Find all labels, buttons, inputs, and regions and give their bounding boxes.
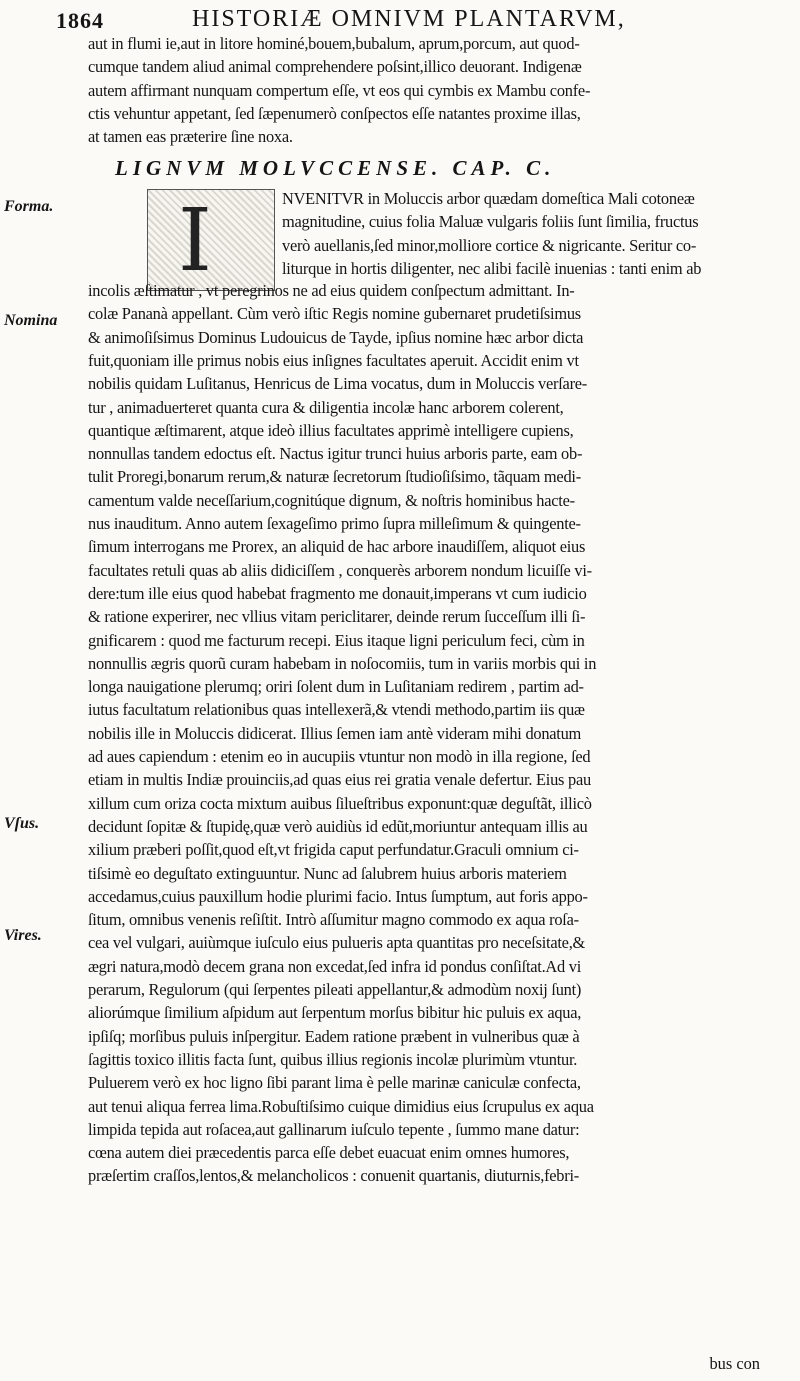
text-line: & animoſiſsimus Dominus Ludouicus de Tayde, ipſius nomine hæc arbor dicta xyxy=(88,327,584,347)
text-line: aut in flumi ie,aut in litore hominé,bouem,bubalum, aprum,porcum, aut quod- xyxy=(88,34,580,53)
text-line: gnificarem : quod me facturum recepi. Eius itaque ligni periculum feci, cùm in xyxy=(88,630,585,650)
text-line: magnitudine, cuius folia Maluæ vulgaris foliis ſunt ſimilia, fructus xyxy=(282,212,699,232)
text-line: xillum cum oriza cocta mixtum auibus ſilueſtribus exponunt:quæ deguſtãt, illicò xyxy=(88,793,592,813)
text-line: Puluerem verò ex hoc ligno ſibi parant lima è pelle marinæ caniculæ confecta, xyxy=(88,1073,581,1093)
text-line: liturque in hortis diligenter, nec alibi facilè inuenias : tanti enim ab xyxy=(282,258,702,278)
text-line: aliorúmque ſimilium aſpidum aut ſerpentum morſus bibitur hic puluis ex aqua, xyxy=(88,1003,582,1023)
running-header xyxy=(56,6,756,36)
margin-note-forma: Forma. xyxy=(4,198,54,215)
text-line: aut tenui aliqua ferrea lima.Robuſtiſsimo cuique dimidius eius ſcrupulus ex aqua xyxy=(88,1096,594,1116)
margin-note-vsus: Vſus. xyxy=(4,815,40,832)
text-line: ſimum interrogans me Prorex, an aliquid de hac arbore inaudiſſem, aliquot eius xyxy=(88,537,586,557)
text-line: ctis vehuntur appetant, ſed ſæpenumerò conſpectos eſſe natantes proxime illas, xyxy=(88,103,581,123)
text-line: & ratione experirer, nec vllius vitam periclitarer, deinde rerum ſucceſſum illi ſi- xyxy=(88,607,586,627)
text-line: facultates retuli quas ab aliis didiciſſem , conquerès arborem nondum licuiſſe vi- xyxy=(88,560,592,580)
margin-note-vires: Vires. xyxy=(4,927,42,944)
text-line: nus inauditum. Anno autem ſexageſimo primo ſupra milleſimum & quingente- xyxy=(88,514,581,533)
text-line: incolis æſtimatur , vt peregrinos ne ad eius quidem conſpectum admittant. In- xyxy=(88,281,575,300)
text-line: ipſiſq; morſibus puluis inſpergitur. Eadem ratione præbent in vulneribus quæ à xyxy=(88,1026,580,1046)
text-line: NVENITVR in Moluccis arbor quædam domeſtica Mali cotoneæ xyxy=(282,189,695,208)
text-line: decidunt ſopitæ & ſtupidę,quæ verò auidiùs id edũt,moriuntur antequam illis au xyxy=(88,816,588,836)
text-line: cea vel vulgari, auiùmque iuſculo eius pulueris apta quantitas pro neceſsitate,& xyxy=(88,933,586,953)
text-line: nonnullas tandem edoctus eſt. Nactus igitur trunci huius arboris parte, eam ob- xyxy=(88,444,583,464)
text-line: quantique æſtimarent, atque ideò illius facultates apprimè intelligere cupiens, xyxy=(88,420,574,440)
text-line: at tamen eas præterire ſine noxa. xyxy=(88,127,293,147)
running-title: HISTORIÆ OMNIVM PLANTARVM, xyxy=(192,6,626,32)
catchword: bus con xyxy=(709,1354,760,1373)
text-line: autem affirmant nunquam compertum eſſe, vt eos qui cymbis ex Mambu confe- xyxy=(88,80,591,100)
text-line: nonnullis ægris quorũ curam habebam in noſocomiis, tum in variis morbis qui in xyxy=(88,653,597,673)
text-line: præſertim craſſos,lentos,& melancholicos : conuenit quartanis, diuturnis,febri- xyxy=(88,1166,579,1186)
text-line: limpida tepida aut roſacea,aut gallinarum iuſculo tepente , ſummo mane datur: xyxy=(88,1119,580,1139)
text-line: etiam in multis Indiæ prouinciis,ad quas eius rei gratia venale defertur. Eius pau xyxy=(88,770,591,790)
text-line: fuit,quoniam ille primus nobis eius inſignes facultates aperuit. Accidit enim vt xyxy=(88,350,579,370)
text-line: colæ Pananà appellant. Cùm verò iſtic Regis nomine gubernaret prudetiſsimus xyxy=(88,304,581,324)
chapter-title: LIGNVM MOLVCCENSE. CAP. C. xyxy=(115,156,556,180)
text-line: tur , animaduerteret quanta cura & diligentia incolæ hanc arborem colerent, xyxy=(88,397,564,417)
initial-letter: I xyxy=(178,191,212,291)
text-line: iutus facultatum relationibus quas intellexerã,& vtendi methodo,partim iis quæ xyxy=(88,700,585,720)
decorated-initial xyxy=(147,189,275,291)
text-line: perarum, Regulorum (qui ſerpentes pileati appellantur,& admodùm noxij ſunt) xyxy=(88,980,582,999)
text-line: accedamus,cuius pauxillum hodie plurimi facio. Intus ſumptum, aut foris appo- xyxy=(88,886,588,906)
text-line: dere:tum ille eius quod habebat fragmento me donauit,imperans vt cum iudicio xyxy=(88,583,587,603)
margin-note-nomina: Nomina xyxy=(4,312,58,329)
text-line: camentum valde neceſſarium,cognitúque dignum, & noſtris hominibus hacte- xyxy=(88,490,575,510)
text-line: nobilis quidam Luſitanus, Henricus de Lima vocatus, dum in Moluccis verſare- xyxy=(88,374,588,394)
text-line: ægri natura,modò decem grana non excedat,ſed infra id pondus conſiſtat.Ad vi xyxy=(88,956,582,976)
text-line: ad aues capiendum : etenim eo in aucupiis vtuntur non modò in illa regione, ſed xyxy=(88,747,591,766)
text-line: xilium præberi poſſit,quod eſt,vt frigida caput perfundatur.Graculi omnium ci- xyxy=(88,840,579,860)
text-line: nobilis ille in Moluccis didicerat. Illius ſemen iam antè videram mihi donatum xyxy=(88,723,582,743)
text-line: verò auellanis,ſed minor,molliore cortice & nigricante. Seritur co- xyxy=(282,235,697,255)
text-line: cumque tandem aliud animal comprehendere poſsint,illico deuorant. Indigenæ xyxy=(88,57,582,77)
page-number: 1864 xyxy=(56,8,104,33)
text-line: cœna autem diei præcedentis parca eſſe debet euacuat enim omnes humores, xyxy=(88,1143,570,1163)
text-line: longa nauigatione plerumq; oriri ſolent dum in Luſitaniam redirem , partim ad- xyxy=(88,677,584,697)
text-line: tulit Proregi,bonarum rerum,& naturæ ſecretorum ſtudioſiſsimo, tãquam medi- xyxy=(88,467,581,487)
text-line: ſagittis toxico illitis facta ſunt, quibus illius regionis incolæ plurimùm vtuntur. xyxy=(88,1049,578,1069)
text-line: tiſsimè eo deguſtato extinguuntur. Nunc ad ſalubrem huius arboris materiem xyxy=(88,863,567,883)
text-line: ſitum, omnibus venenis reſiſtit. Intrò aſſumitur magno commodo ex aqua roſa- xyxy=(88,910,579,930)
